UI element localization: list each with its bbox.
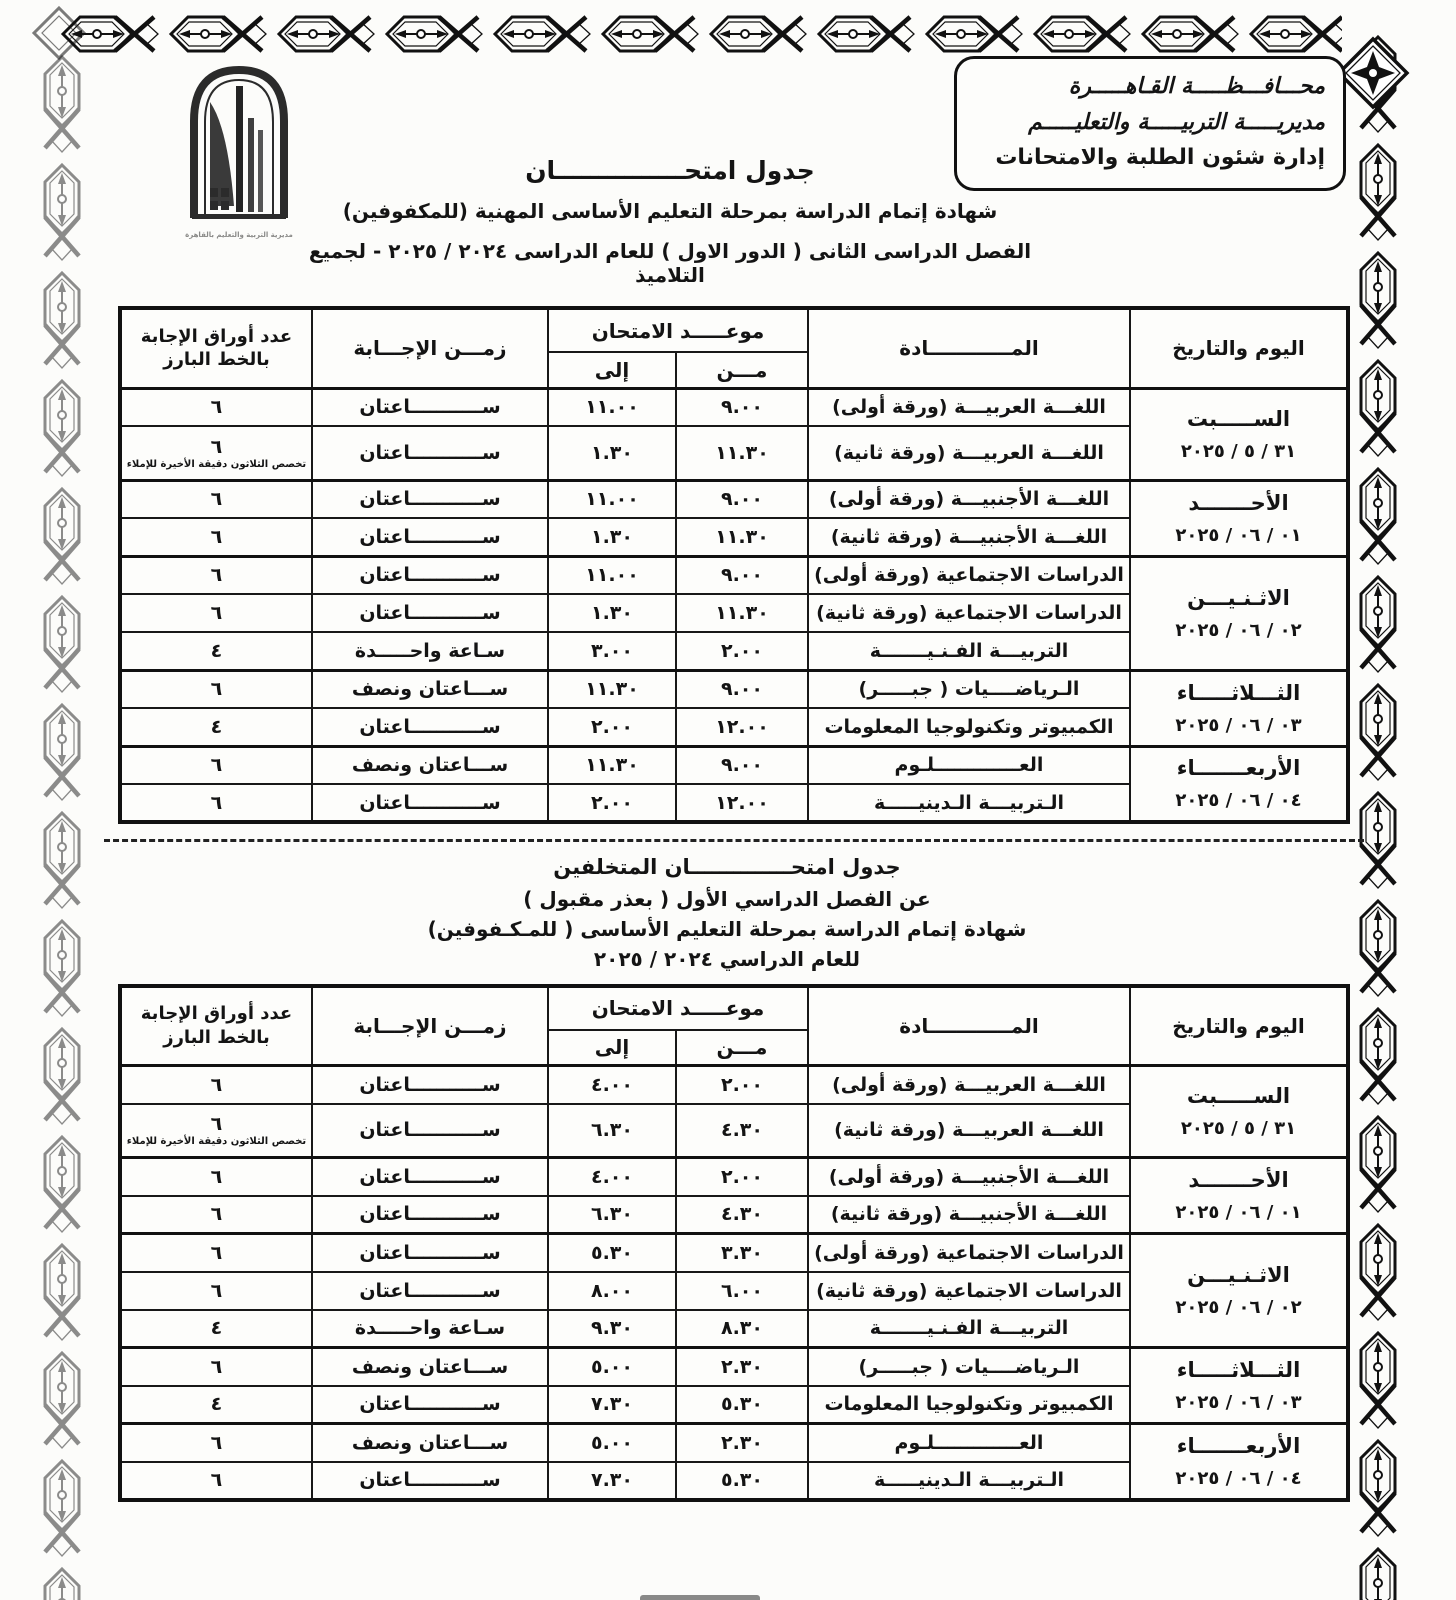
subject-cell: الـرياضــــيات ( جبـــــر) xyxy=(808,1348,1130,1386)
sheets-count-cell: ٦ xyxy=(120,1158,312,1196)
time-from-cell: ٤.٣٠ xyxy=(676,1104,808,1158)
certificate-subtitle: شهادة إتمام الدراسة بمرحلة التعليم الأساسى المهنية (للمكفوفين) xyxy=(342,199,998,223)
duration-cell: ســـــــــــاعتان xyxy=(312,784,548,822)
document-content xyxy=(104,54,1350,1502)
administration-line: إدارة شئون الطلبة والامتحانات xyxy=(995,145,1325,171)
time-to-cell: ٦.٣٠ xyxy=(548,1196,676,1234)
sheets-count-cell: ٦ xyxy=(120,1066,312,1104)
sheets-count-cell: ٦ xyxy=(120,1272,312,1310)
duration-cell: ســـــــــــاعتان xyxy=(312,388,548,426)
time-from-cell: ٥.٣٠ xyxy=(676,1386,808,1424)
col-header-to: إلى xyxy=(548,1030,676,1066)
table-row xyxy=(120,670,1348,708)
time-to-cell: ١.٣٠ xyxy=(548,594,676,632)
duration-cell: ســـــــــــاعتان xyxy=(312,556,548,594)
sheets-count-cell: ٦ xyxy=(120,518,312,556)
time-from-cell: ٢.٣٠ xyxy=(676,1424,808,1462)
makeup-exam-title-block xyxy=(104,852,1350,974)
chain-border-left-icon xyxy=(34,52,84,1600)
duration-cell: ســـــــــــاعتان xyxy=(312,480,548,518)
duration-cell: ســـــــــــاعتان xyxy=(312,1158,548,1196)
col-header-to: إلى xyxy=(548,352,676,388)
sheets-count-cell: ٦ xyxy=(120,388,312,426)
time-to-cell: ٦.٣٠ xyxy=(548,1104,676,1158)
time-to-cell: ١١.٣٠ xyxy=(548,670,676,708)
dashed-separator xyxy=(104,839,1364,842)
dictation-note: تخصص الثلاثون دقيقة الأخيرة للإملاء xyxy=(126,1136,307,1148)
subject-cell: اللغـــة الأجنبيـــة (ورقة أولى) xyxy=(808,1158,1130,1196)
time-to-cell: ٧.٣٠ xyxy=(548,1462,676,1500)
sheets-count-cell: ٦ تخصص الثلاثون دقيقة الأخيرة للإملاء xyxy=(120,426,312,480)
time-from-cell: ٣.٣٠ xyxy=(676,1234,808,1272)
chain-border-right-icon xyxy=(1350,32,1406,1600)
time-from-cell: ٩.٠٠ xyxy=(676,670,808,708)
subject-cell: الـتربيـــة الـدينيـــــة xyxy=(808,1462,1130,1500)
subject-cell: اللغـــة العربيـــة (ورقة ثانية) xyxy=(808,1104,1130,1158)
time-to-cell: ١.٣٠ xyxy=(548,518,676,556)
time-to-cell: ٥.٠٠ xyxy=(548,1348,676,1386)
time-to-cell: ٥.٣٠ xyxy=(548,1234,676,1272)
day-date-cell: الأحـــــــد ٠١ / ٠٦ / ٢٠٢٥ xyxy=(1130,1158,1348,1234)
duration-cell: ســـــــــــاعتان xyxy=(312,1104,548,1158)
col-header-sheets: عدد أوراق الإجابة بالخط البارز xyxy=(120,308,312,388)
time-from-cell: ١٢.٠٠ xyxy=(676,708,808,746)
subject-cell: الكمبيوتر وتكنولوجيا المعلومات xyxy=(808,1386,1130,1424)
duration-cell: ســـاعتان ونصف xyxy=(312,670,548,708)
day-date-cell: الســـــبت ٣١ / ٥ / ٢٠٢٥ xyxy=(1130,388,1348,480)
subject-cell: التربيـــة الفـنـيـــــــة xyxy=(808,1310,1130,1348)
sheets-count-cell: ٦ xyxy=(120,746,312,784)
dictation-note: تخصص الثلاثون دقيقة الأخيرة للإملاء xyxy=(126,458,307,470)
subject-cell: العـــــــــــــلـوم xyxy=(808,1424,1130,1462)
table-row xyxy=(120,480,1348,518)
table-row xyxy=(120,1424,1348,1462)
cutoff-text-hint xyxy=(640,1595,760,1600)
logo-caption: مديرية التربية والتعليم بالقاهرة xyxy=(185,231,293,239)
table-row xyxy=(120,1066,1348,1104)
sheets-count-cell: ٦ xyxy=(120,1196,312,1234)
duration-cell: ســـاعتان ونصف xyxy=(312,746,548,784)
time-from-cell: ٦.٠٠ xyxy=(676,1272,808,1310)
exam-schedule-title: جدول امتحـــــــــــــــان xyxy=(525,156,815,185)
duration-cell: ســـــــــــاعتان xyxy=(312,426,548,480)
duration-cell: ســـــــــــاعتان xyxy=(312,1196,548,1234)
col-header-exam-time: موعـــــد الامتحان xyxy=(548,986,808,1030)
sheets-count-cell: ٦ تخصص الثلاثون دقيقة الأخيرة للإملاء xyxy=(120,1104,312,1158)
sheets-count-cell: ٤ xyxy=(120,708,312,746)
time-to-cell: ٨.٠٠ xyxy=(548,1272,676,1310)
duration-cell: ســـــــــــاعتان xyxy=(312,1234,548,1272)
duration-cell: ســـاعتان ونصف xyxy=(312,1424,548,1462)
duration-cell: ســـــــــــاعتان xyxy=(312,518,548,556)
time-to-cell: ١١.٠٠ xyxy=(548,480,676,518)
col-header-from: مـــن xyxy=(676,352,808,388)
table-row xyxy=(120,1234,1348,1272)
duration-cell: ســـــــــــاعتان xyxy=(312,1386,548,1424)
time-from-cell: ٢.٠٠ xyxy=(676,632,808,670)
time-from-cell: ١١.٣٠ xyxy=(676,426,808,480)
time-to-cell: ٥.٠٠ xyxy=(548,1424,676,1462)
time-from-cell: ١٢.٠٠ xyxy=(676,784,808,822)
subject-cell: اللغـــة الأجنبيـــة (ورقة ثانية) xyxy=(808,1196,1130,1234)
day-date-cell: الأحـــــــد ٠١ / ٠٦ / ٢٠٢٥ xyxy=(1130,480,1348,556)
corner-ornament-icon xyxy=(28,2,90,64)
title-block xyxy=(290,156,1050,287)
day-date-cell: الاثـنـيـــن ٠٢ / ٠٦ / ٢٠٢٥ xyxy=(1130,1234,1348,1348)
duration-cell: ســـــــــــاعتان xyxy=(312,1462,548,1500)
subject-cell: الدراسات الاجتماعية (ورقة ثانية) xyxy=(808,1272,1130,1310)
makeup-exam-table xyxy=(118,984,1350,1502)
chain-border-top-icon xyxy=(58,6,1342,56)
table-row xyxy=(120,388,1348,426)
makeup-exam-subtitle-year: للعام الدراسي ٢٠٢٤ / ٢٠٢٥ xyxy=(593,946,861,971)
time-from-cell: ١١.٣٠ xyxy=(676,594,808,632)
time-to-cell: ٤.٠٠ xyxy=(548,1158,676,1196)
time-from-cell: ٩.٠٠ xyxy=(676,480,808,518)
duration-cell: ســـــــــــاعتان xyxy=(312,1272,548,1310)
col-header-duration: زمـــن الإجـــابة xyxy=(312,986,548,1066)
subject-cell: اللغـــة العربيـــة (ورقة أولى) xyxy=(808,388,1130,426)
day-date-cell: الثـــلاثـــــاء ٠٣ / ٠٦ / ٢٠٢٥ xyxy=(1130,1348,1348,1424)
semester-subtitle: الفصل الدراسى الثانى ( الدور الاول ) للعام الدراسى ٢٠٢٤ / ٢٠٢٥ - لجميع التلاميذ xyxy=(308,239,1032,287)
time-from-cell: ٢.٠٠ xyxy=(676,1158,808,1196)
subject-cell: الـرياضــــيات ( جبـــــر) xyxy=(808,670,1130,708)
makeup-exam-subtitle-certificate: شهادة إتمام الدراسة بمرحلة التعليم الأساسى ( للمـكـفوفين) xyxy=(427,916,1027,941)
day-date-cell: الأربعـــــــاء ٠٤ / ٠٦ / ٢٠٢٥ xyxy=(1130,746,1348,822)
subject-cell: اللغـــة الأجنبيـــة (ورقة ثانية) xyxy=(808,518,1130,556)
time-from-cell: ١١.٣٠ xyxy=(676,518,808,556)
time-from-cell: ٩.٠٠ xyxy=(676,388,808,426)
sheets-count-cell: ٦ xyxy=(120,480,312,518)
col-header-subject: المــــــــــــادة xyxy=(808,308,1130,388)
sheets-count-cell: ٦ xyxy=(120,1424,312,1462)
time-to-cell: ١.٣٠ xyxy=(548,426,676,480)
time-to-cell: ٣.٠٠ xyxy=(548,632,676,670)
col-header-subject: المــــــــــــادة xyxy=(808,986,1130,1066)
col-header-from: مـــن xyxy=(676,1030,808,1066)
duration-cell: ســـــــــــاعتان xyxy=(312,594,548,632)
subject-cell: اللغـــة العربيـــة (ورقة ثانية) xyxy=(808,426,1130,480)
subject-cell: التربيـــة الفـنـيـــــــة xyxy=(808,632,1130,670)
duration-cell: ســـــــــــاعتان xyxy=(312,1066,548,1104)
main-exam-table xyxy=(118,306,1350,824)
time-to-cell: ١١.٠٠ xyxy=(548,388,676,426)
sheets-count-cell: ٦ xyxy=(120,594,312,632)
time-to-cell: ٤.٠٠ xyxy=(548,1066,676,1104)
duration-cell: ســـاعتان ونصف xyxy=(312,1348,548,1386)
col-header-exam-time: موعـــــد الامتحان xyxy=(548,308,808,352)
col-header-day-date: اليوم والتاريخ xyxy=(1130,308,1348,388)
subject-cell: العـــــــــــــلـوم xyxy=(808,746,1130,784)
col-header-duration: زمـــن الإجـــابة xyxy=(312,308,548,388)
subject-cell: الدراسات الاجتماعية (ورقة أولى) xyxy=(808,1234,1130,1272)
governorate-line: محـــافـــظـــــة القـاهـــــرة xyxy=(1068,74,1325,99)
day-date-cell: الســـــبت ٣١ / ٥ / ٢٠٢٥ xyxy=(1130,1066,1348,1158)
time-to-cell: ٢.٠٠ xyxy=(548,784,676,822)
table-row xyxy=(120,556,1348,594)
makeup-exam-title: جدول امتحــــــــــــــان المتخلفين xyxy=(553,855,901,879)
day-date-cell: الأربعـــــــاء ٠٤ / ٠٦ / ٢٠٢٥ xyxy=(1130,1424,1348,1500)
sheets-count-cell: ٤ xyxy=(120,632,312,670)
time-from-cell: ٨.٣٠ xyxy=(676,1310,808,1348)
time-to-cell: ٧.٣٠ xyxy=(548,1386,676,1424)
document-header xyxy=(104,54,1350,306)
sheets-count-cell: ٦ xyxy=(120,1348,312,1386)
time-from-cell: ٢.٠٠ xyxy=(676,1066,808,1104)
sheets-count-cell: ٤ xyxy=(120,1386,312,1424)
time-from-cell: ٩.٠٠ xyxy=(676,746,808,784)
subject-cell: الـتربيـــة الـدينيـــــة xyxy=(808,784,1130,822)
subject-cell: الدراسات الاجتماعية (ورقة أولى) xyxy=(808,556,1130,594)
day-date-cell: الثـــلاثـــــاء ٠٣ / ٠٦ / ٢٠٢٥ xyxy=(1130,670,1348,746)
subject-cell: اللغـــة العربيـــة (ورقة أولى) xyxy=(808,1066,1130,1104)
sheets-count-cell: ٤ xyxy=(120,1310,312,1348)
time-from-cell: ٥.٣٠ xyxy=(676,1462,808,1500)
col-header-sheets: عدد أوراق الإجابة بالخط البارز xyxy=(120,986,312,1066)
subject-cell: اللغـــة الأجنبيـــة (ورقة أولى) xyxy=(808,480,1130,518)
makeup-exam-subtitle-semester: عن الفصل الدراسي الأول ( بعذر مقبول ) xyxy=(523,886,931,911)
subject-cell: الكمبيوتر وتكنولوجيا المعلومات xyxy=(808,708,1130,746)
sheets-count-cell: ٦ xyxy=(120,784,312,822)
sheets-count-cell: ٦ xyxy=(120,670,312,708)
time-to-cell: ١١.٠٠ xyxy=(548,556,676,594)
time-from-cell: ٤.٣٠ xyxy=(676,1196,808,1234)
duration-cell: ســـــــــــاعتان xyxy=(312,708,548,746)
duration-cell: سـاعة واحـــــدة xyxy=(312,1310,548,1348)
time-to-cell: ١١.٣٠ xyxy=(548,746,676,784)
table-row xyxy=(120,746,1348,784)
sheets-count-cell: ٦ xyxy=(120,556,312,594)
sheets-count-cell: ٦ xyxy=(120,1234,312,1272)
sheets-count-cell: ٦ xyxy=(120,1462,312,1500)
time-to-cell: ٢.٠٠ xyxy=(548,708,676,746)
directorate-line: مديريـــــة التربيـــــة والتعليـــــم xyxy=(1028,109,1325,135)
time-to-cell: ٩.٣٠ xyxy=(548,1310,676,1348)
time-from-cell: ٢.٣٠ xyxy=(676,1348,808,1386)
table-row xyxy=(120,1348,1348,1386)
subject-cell: الدراسات الاجتماعية (ورقة ثانية) xyxy=(808,594,1130,632)
time-from-cell: ٩.٠٠ xyxy=(676,556,808,594)
day-date-cell: الاثـنـيـــن ٠٢ / ٠٦ / ٢٠٢٥ xyxy=(1130,556,1348,670)
col-header-day-date: اليوم والتاريخ xyxy=(1130,986,1348,1066)
duration-cell: سـاعة واحـــــدة xyxy=(312,632,548,670)
table-row xyxy=(120,1158,1348,1196)
